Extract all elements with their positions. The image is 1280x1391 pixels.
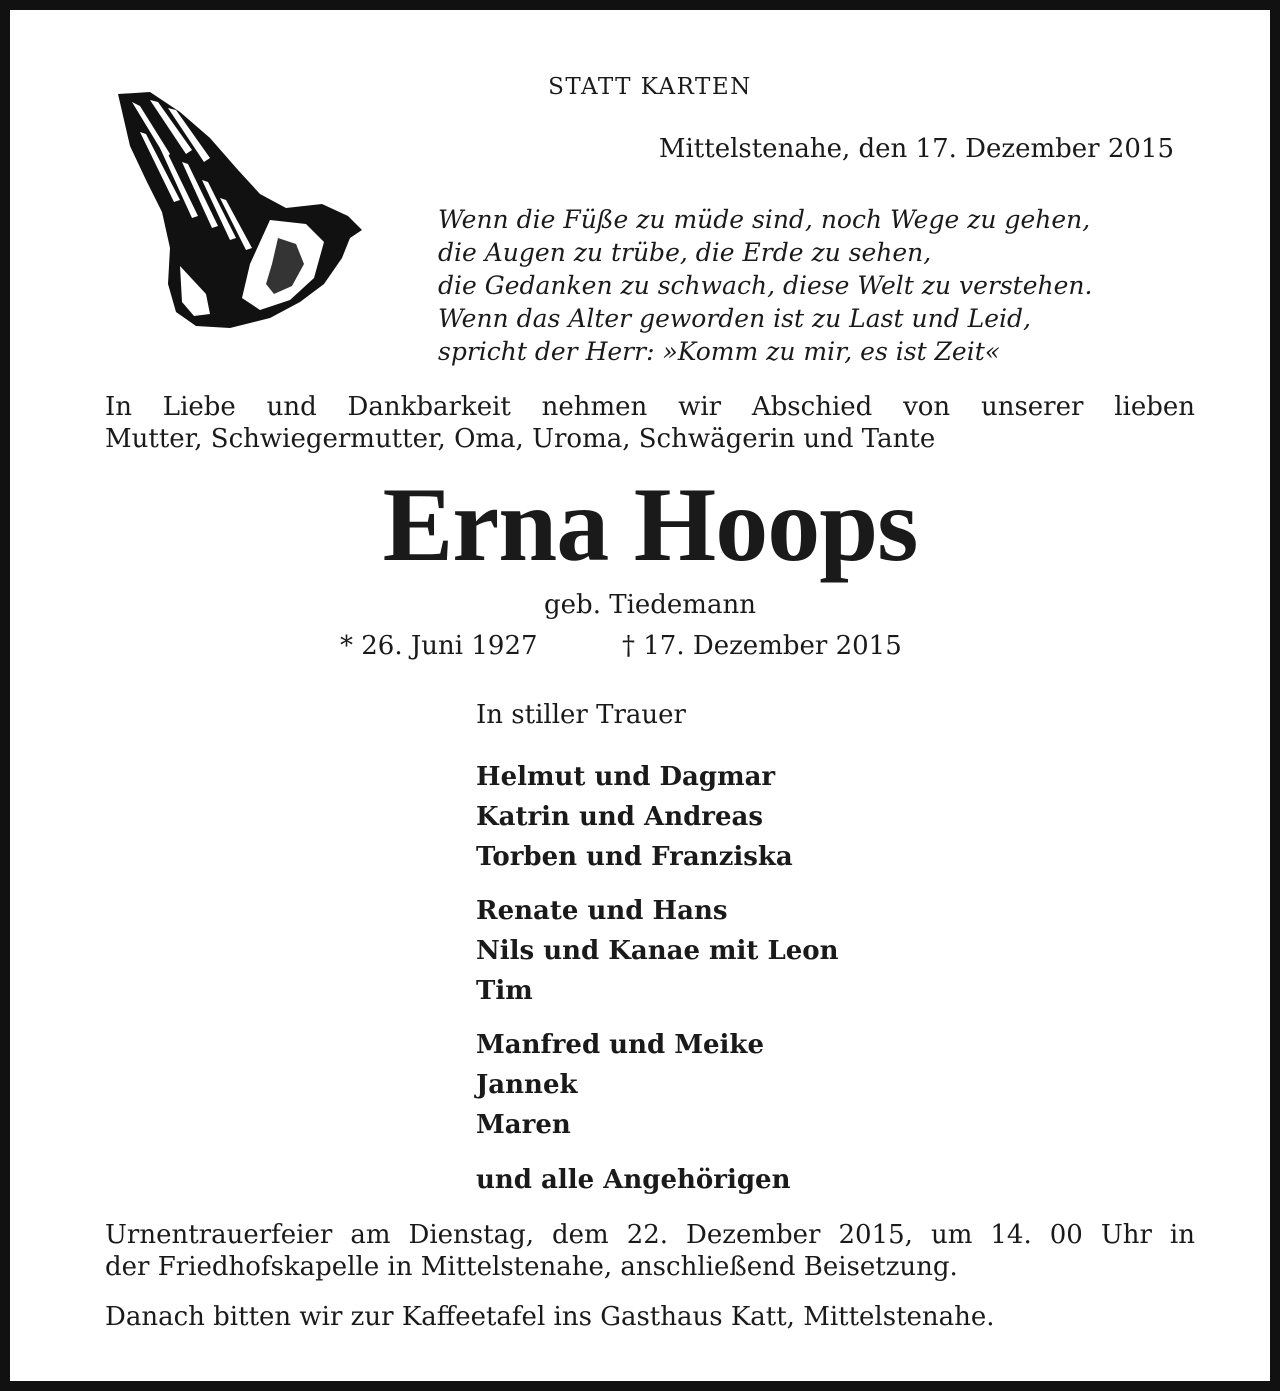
family-group <box>476 1025 764 1145</box>
maiden-name: geb. Tiedemann <box>544 590 756 620</box>
dateline: Mittelstenahe, den 17. Dezember 2015 <box>658 134 1174 164</box>
family-member: Helmut und Dagmar <box>476 762 776 792</box>
family-member: Tim <box>476 976 533 1006</box>
intro-text <box>105 391 1195 455</box>
family-group <box>476 891 839 1011</box>
family-group <box>476 757 793 877</box>
mourning-phrase: In stiller Trauer <box>476 700 686 730</box>
family-member: Manfred und Meike <box>476 1030 764 1060</box>
family-member: Maren <box>476 1110 571 1140</box>
poem-line: Wenn die Füße zu müde sind, noch Wege zu gehen, <box>438 205 1091 234</box>
deceased-name: Erna Hoops <box>382 466 918 583</box>
poem-line: die Gedanken zu schwach, diese Welt zu verstehen. <box>438 271 1093 300</box>
family-group <box>476 1160 790 1200</box>
service-line: der Friedhofskapelle in Mittelstenahe, anschließend Beisetzung. <box>105 1252 958 1282</box>
death-date: † 17. Dezember 2015 <box>622 631 902 661</box>
poem-line: die Augen zu trübe, die Erde zu sehen, <box>438 238 932 267</box>
service-line: Urnentrauerfeier am Dienstag, dem 22. Dezember 2015, um 14. 00 Uhr in <box>105 1220 1195 1250</box>
intro-line: Mutter, Schwiegermutter, Oma, Uroma, Schwägerin und Tante <box>105 424 936 454</box>
closing-text: Danach bitten wir zur Kaffeetafel ins Gasthaus Katt, Mittelstenahe. <box>105 1302 995 1332</box>
family-member: Renate und Hans <box>476 896 728 926</box>
family-member: Nils und Kanae mit Leon <box>476 936 839 966</box>
family-member: Katrin und Andreas <box>476 802 764 832</box>
family-member: Jannek <box>476 1070 578 1100</box>
poem-line: Wenn das Alter geworden ist zu Last und Leid, <box>438 304 1031 333</box>
poem <box>438 203 1092 368</box>
birth-date: * 26. Juni 1927 <box>340 631 538 661</box>
header-statt-karten: STATT KARTEN <box>548 74 752 100</box>
service-info <box>105 1219 1195 1283</box>
family-member: und alle Angehörigen <box>476 1165 791 1195</box>
poem-line: spricht der Herr: »Komm zu mir, es ist Zeit« <box>438 337 1001 366</box>
intro-line: In Liebe und Dankbarkeit nehmen wir Abschied von unserer lieben <box>105 392 1195 422</box>
family-member: Torben und Franziska <box>476 842 793 872</box>
praying-hands-icon <box>110 88 365 333</box>
